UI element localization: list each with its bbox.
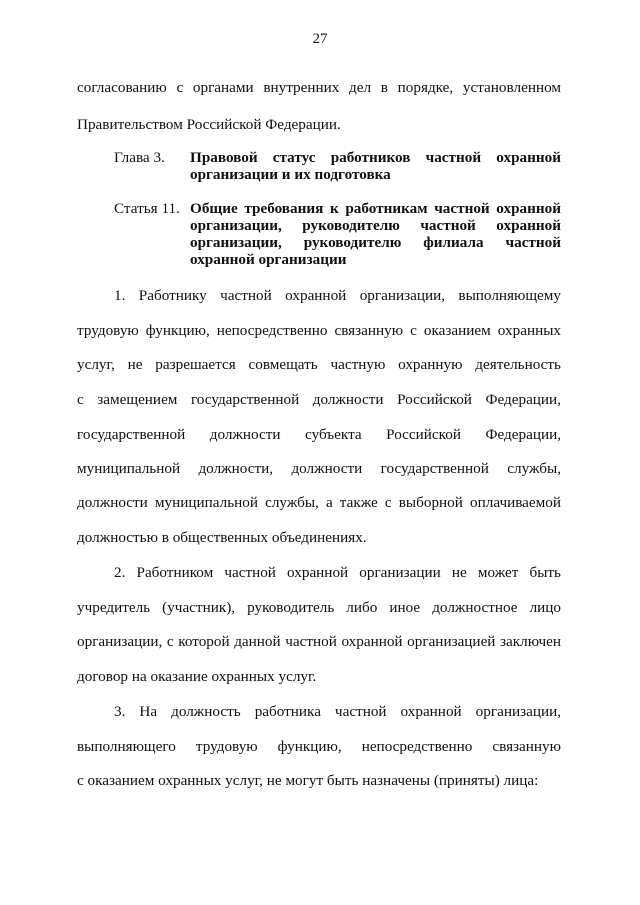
chapter-label: Глава 3. — [114, 149, 165, 166]
paragraph-1-line: услуг, не разрешается совмещать частную охранную деятельность — [77, 356, 561, 373]
chapter-title-line: Правовой статус работников частной охранной — [190, 149, 561, 166]
paragraph-1-line: должности муниципальной службы, а также с выборной оплачиваемой — [77, 494, 561, 511]
article-title-line: организации, руководителю филиала частной — [190, 234, 561, 251]
paragraph-1-line: с замещением государственной должности Российской Федерации, — [77, 391, 561, 408]
paragraph-1-line: 1. Работнику частной охранной организации, выполняющему — [114, 287, 561, 304]
article-label: Статья 11. — [114, 200, 180, 217]
paragraph-3-line: с оказанием охранных услуг, не могут быть назначены (приняты) лица: — [77, 772, 539, 789]
article-title-line: организации, руководителю частной охранной — [190, 217, 561, 234]
paragraph-1-line: трудовую функцию, непосредственно связанную с оказанием охранных — [77, 322, 561, 339]
article-title-line: охранной организации — [190, 251, 347, 268]
paragraph-1-line: муниципальной должности, должности государственной службы, — [77, 460, 561, 477]
body-line: согласованию с органами внутренних дел в порядке, установленном — [77, 79, 561, 96]
paragraph-1-line: должностью в общественных объединениях. — [77, 529, 367, 546]
article-title-line: Общие требования к работникам частной охранной — [190, 200, 561, 217]
body-line: Правительством Российской Федерации. — [77, 116, 341, 133]
paragraph-3-line: выполняющего трудовую функцию, непосредственно связанную — [77, 738, 561, 755]
paragraph-2-line: организации, с которой данной частной охранной организацией заключен — [77, 633, 561, 650]
paragraph-2-line: договор на оказание охранных услуг. — [77, 668, 317, 685]
paragraph-2-line: учредитель (участник), руководитель либо иное должностное лицо — [77, 599, 561, 616]
paragraph-3-line: 3. На должность работника частной охранной организации, — [114, 703, 561, 720]
page-number: 27 — [312, 31, 328, 47]
paragraph-2-line: 2. Работником частной охранной организации не может быть — [114, 564, 561, 581]
paragraph-1-line: государственной должности субъекта Российской Федерации, — [77, 426, 561, 443]
chapter-title-line: организации и их подготовка — [190, 166, 391, 183]
